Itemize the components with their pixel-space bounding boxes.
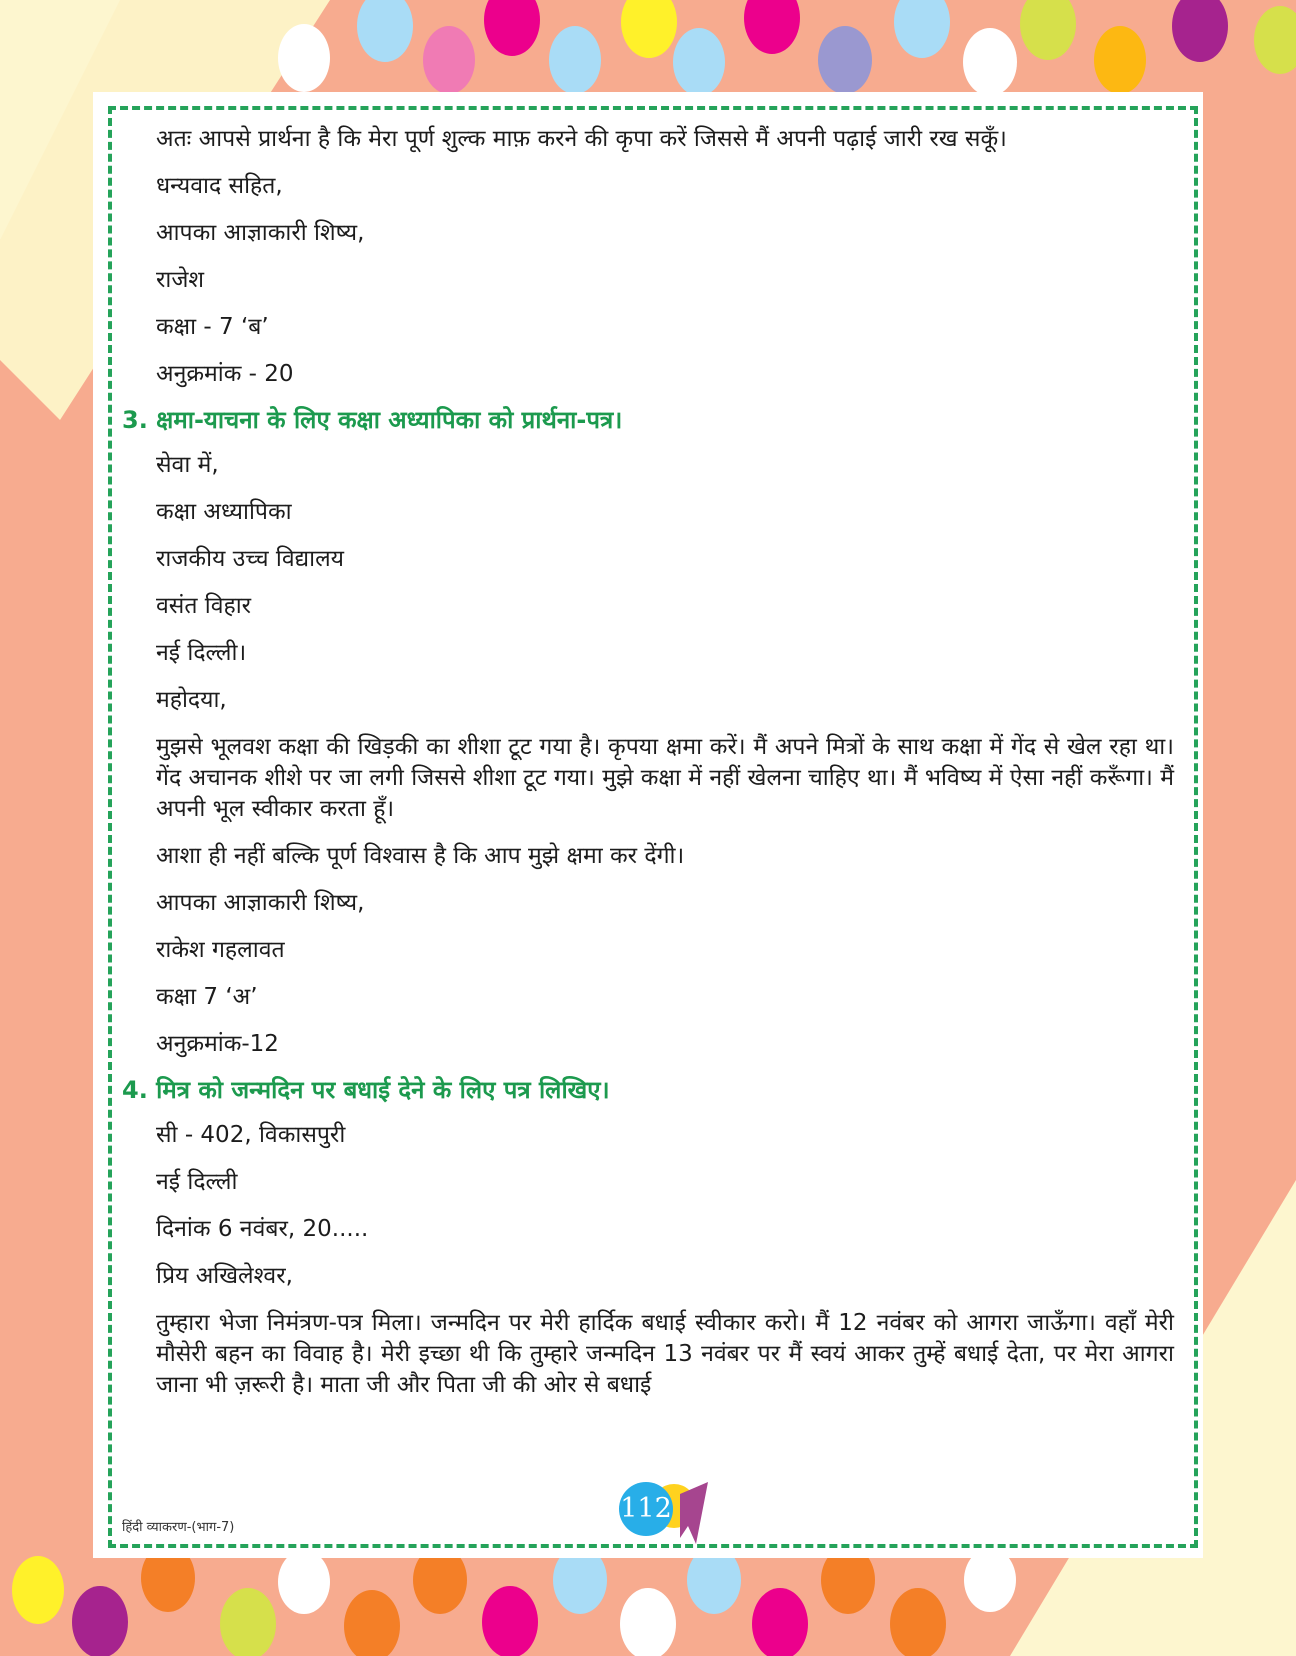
letter-content [122,124,1174,1401]
letter-line: अनुक्रमांक - 20 [156,361,294,387]
letter-line: राकेश गहलावत [156,937,285,963]
letter-line: प्रिय अखिलेश्वर, [156,1263,293,1289]
letter-line: नई दिल्ली। [156,640,247,666]
letter-line: राजेश [156,267,205,293]
letter-line: कक्षा - 7 ‘ब’ [156,314,269,340]
letter-line: अनुक्रमांक-12 [156,1031,279,1057]
letter-line: कक्षा 7 ‘अ’ [156,984,258,1010]
letter-line: कक्षा अध्यापिका [156,499,292,525]
page-number: 112 [619,1482,673,1536]
letter-line: दिनांक 6 नवंबर, 20..... [156,1216,369,1242]
letter-line: सेवा में, [156,452,219,478]
book-title: हिंदी व्याकरण-(भाग-7) [122,1520,235,1535]
letter-line: सी - 402, विकासपुरी [156,1122,346,1148]
letter-line: आशा ही नहीं बल्कि पूर्ण विश्वास है कि आप मुझे क्षमा कर देंगी। [156,843,685,869]
letter-line: धन्यवाद सहित, [156,173,283,199]
letter-line: आपका आज्ञाकारी शिष्य, [156,890,365,916]
letter-line: मुझसे भूलवश कक्षा की खिड़की का शीशा टूट गया है। कृपया क्षमा करें। मैं अपने मित्रों के साथ कक्षा में गेंद से खेल रहा था। गेंद अचानक शीशे पर जा लगी जिससे शीशा टूट गया। मुझे कक्षा में नहीं खेलना चाहिए था। मैं भविष्य में ऐसा नहीं करूँगा। मैं अपनी भूल स्वीकार करता हूँ। [156,734,1174,822]
letter-line: तुम्हारा भेजा निमंत्रण-पत्र मिला। जन्मदिन पर मेरी हार्दिक बधाई स्वीकार करो। मैं 12 नवंबर को आगरा जाऊँगा। वहाँ मेरी मौसेरी बहन का विवाह है। मेरी इच्छा थी कि तुम्हारे जन्मदिन 13 नवंबर पर मैं स्वयं आकर तुम्हें बधाई देता, पर मेरा आगरा जाना भी ज़रूरी है। माता जी और पिता जी की ओर से बधाई [156,1310,1174,1398]
letter-line: वसंत विहार [156,593,252,619]
section-heading: 4. मित्र को जन्मदिन पर बधाई देने के लिए पत्र लिखिए। [122,1076,610,1104]
letter-line: राजकीय उच्च विद्यालय [156,546,345,572]
letter-line: महोदया, [156,687,227,713]
letter-line: आपका आज्ञाकारी शिष्य, [156,220,365,246]
section-heading: 3. क्षमा-याचना के लिए कक्षा अध्यापिका को प्रार्थना-पत्र। [122,406,623,434]
letter-line: नई दिल्ली [156,1169,238,1195]
letter-line: अतः आपसे प्रार्थना है कि मेरा पूर्ण शुल्क माफ़ करने की कृपा करें जिससे मैं अपनी पढ़ाई जारी रख सकूँ। [156,126,1007,152]
